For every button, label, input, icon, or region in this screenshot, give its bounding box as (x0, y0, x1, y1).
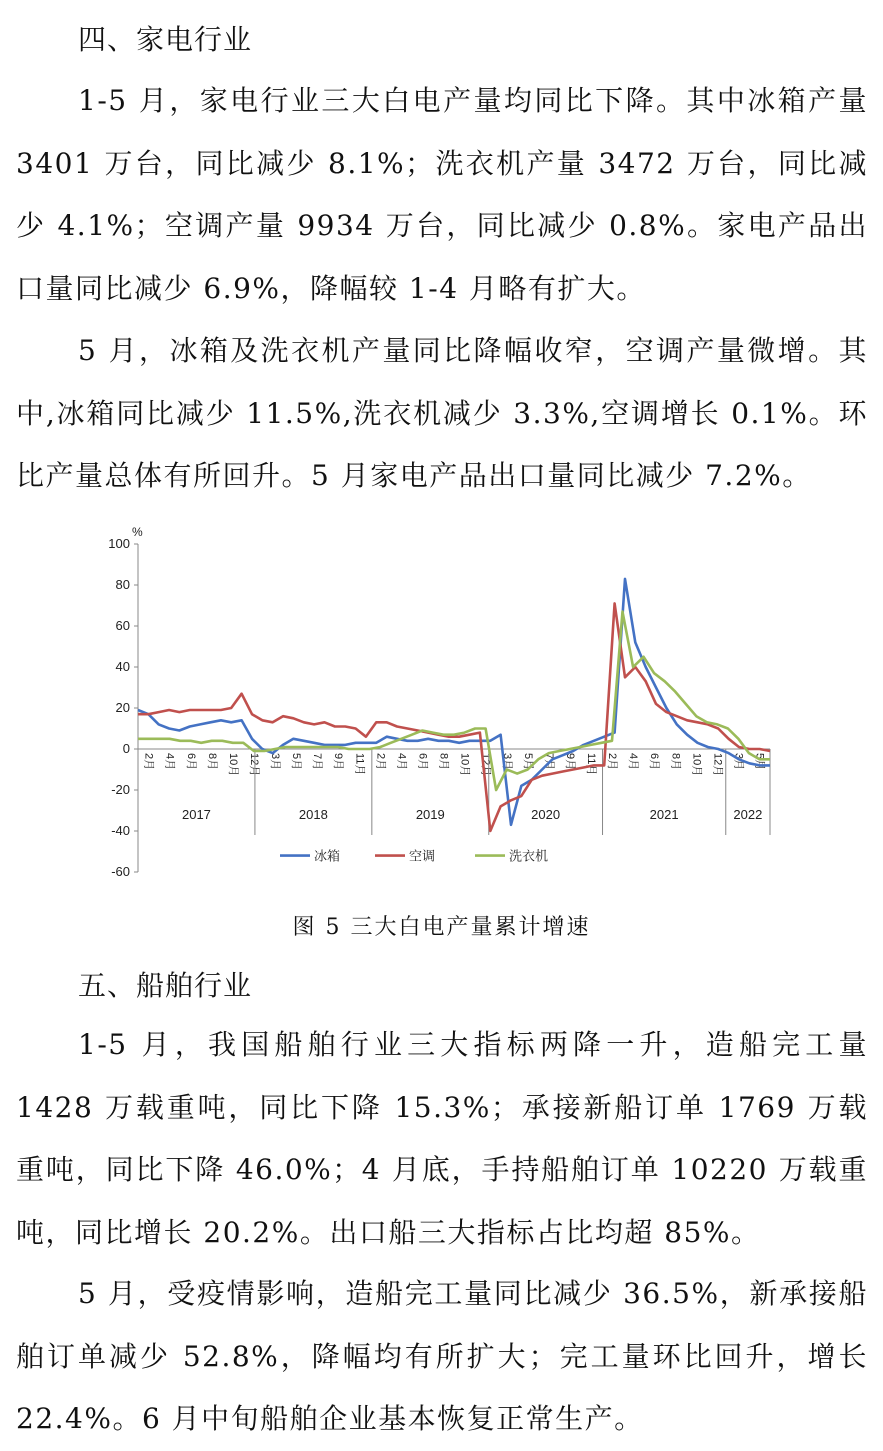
figure-caption: 图 5 三大白电产量累计增速 (292, 915, 591, 940)
x-month-label: 4月 (627, 753, 640, 771)
appliances-paragraph-2: 5 月，冰箱及洗衣机产量同比降幅收窄，空调产量微增。其中,冰箱同比减少 11.5%,洗衣机减少 3.3%,空调增长 0.1%。环比产量总体有所回升。5 月家电产品出口量同比减少 7.2%。 (16, 334, 868, 492)
x-year-label: 2019 (415, 807, 445, 822)
chart-svg (90, 520, 790, 880)
x-month-label: 4月 (395, 753, 408, 771)
x-month-label: 5月 (753, 753, 766, 771)
x-month-label: 3月 (500, 753, 513, 771)
y-axis-unit: % (132, 525, 143, 539)
x-year-label: 2022 (733, 807, 763, 822)
x-month-label: 8月 (669, 753, 682, 771)
x-month-label: 11月 (585, 753, 598, 776)
x-year-label: 2017 (181, 807, 211, 822)
legend-label: 洗衣机 (509, 848, 549, 864)
shipbuilding-paragraph-1: 1-5 月，我国船舶行业三大指标两降一升，造船完工量 1428 万载重吨，同比下降 15.3%；承接新船订单 1769 万载重吨，同比下降 46.0%；4 月底，手持船舶订单 10220 万载重吨，同比增长 20.2%。出口船三大指标占比均超 85%。 (16, 1028, 868, 1249)
y-tick-label: -20 (111, 782, 130, 797)
shipbuilding-paragraph-2: 5 月，受疫情影响，造船完工量同比减少 36.5%，新承接船舶订单减少 52.8%，降幅均有所扩大；完工量环比回升，增长 22.4%。6 月中旬船舶企业基本恢复正常生产。 (16, 1277, 868, 1435)
y-tick-label: -40 (111, 823, 130, 838)
y-tick-label: 40 (115, 659, 130, 674)
x-month-label: 10月 (226, 753, 239, 777)
x-month-label: 6月 (416, 753, 429, 771)
section-heading-appliances: 四、家电行业 (78, 23, 253, 56)
x-month-label: 4月 (163, 753, 176, 771)
x-month-label: 8月 (205, 753, 218, 771)
x-month-label: 7月 (311, 753, 324, 771)
x-month-label: 2月 (606, 753, 619, 771)
section-heading-shipbuilding: 五、船舶行业 (78, 969, 253, 1002)
appliance-output-chart (90, 520, 790, 880)
x-month-label: 2月 (374, 753, 387, 771)
x-year-label: 2018 (298, 807, 328, 822)
legend-label: 冰箱 (314, 848, 341, 864)
legend-label: 空调 (409, 848, 436, 864)
series-line-冰箱 (138, 579, 770, 825)
x-month-label: 5月 (290, 753, 303, 771)
x-month-label: 6月 (648, 753, 661, 771)
y-tick-label: 80 (115, 577, 130, 592)
x-month-label: 9月 (332, 753, 345, 771)
x-month-label: 10月 (458, 753, 471, 777)
x-month-label: 2月 (142, 753, 155, 771)
x-month-label: 5月 (521, 753, 534, 771)
y-tick-label: 60 (115, 618, 130, 633)
x-month-label: 12月 (247, 753, 260, 777)
series-line-空调 (138, 603, 770, 831)
x-month-label: 6月 (184, 753, 197, 771)
x-month-label: 11月 (353, 753, 366, 776)
x-month-label: 3月 (732, 753, 745, 771)
x-month-label: 10月 (690, 753, 703, 777)
y-tick-label: 100 (108, 536, 130, 551)
y-tick-label: 0 (122, 741, 130, 756)
x-month-label: 7月 (542, 753, 555, 771)
x-month-label: 3月 (269, 753, 282, 771)
appliances-paragraph-1: 1-5 月，家电行业三大白电产量均同比下降。其中冰箱产量 3401 万台，同比减少 8.1%；洗衣机产量 3472 万台，同比减少 4.1%；空调产量 9934 万台，同比减少 0.8%。家电产品出口量同比减少 6.9%，降幅较 1-4 月略有扩大。 (16, 84, 868, 305)
x-month-label: 12月 (479, 753, 492, 777)
y-tick-label: -60 (111, 864, 130, 879)
y-tick-label: 20 (115, 700, 130, 715)
x-month-label: 12月 (711, 753, 724, 777)
x-month-label: 8月 (437, 753, 450, 771)
x-year-label: 2021 (649, 807, 679, 822)
x-year-label: 2020 (531, 807, 561, 822)
x-month-label: 9月 (563, 753, 576, 771)
